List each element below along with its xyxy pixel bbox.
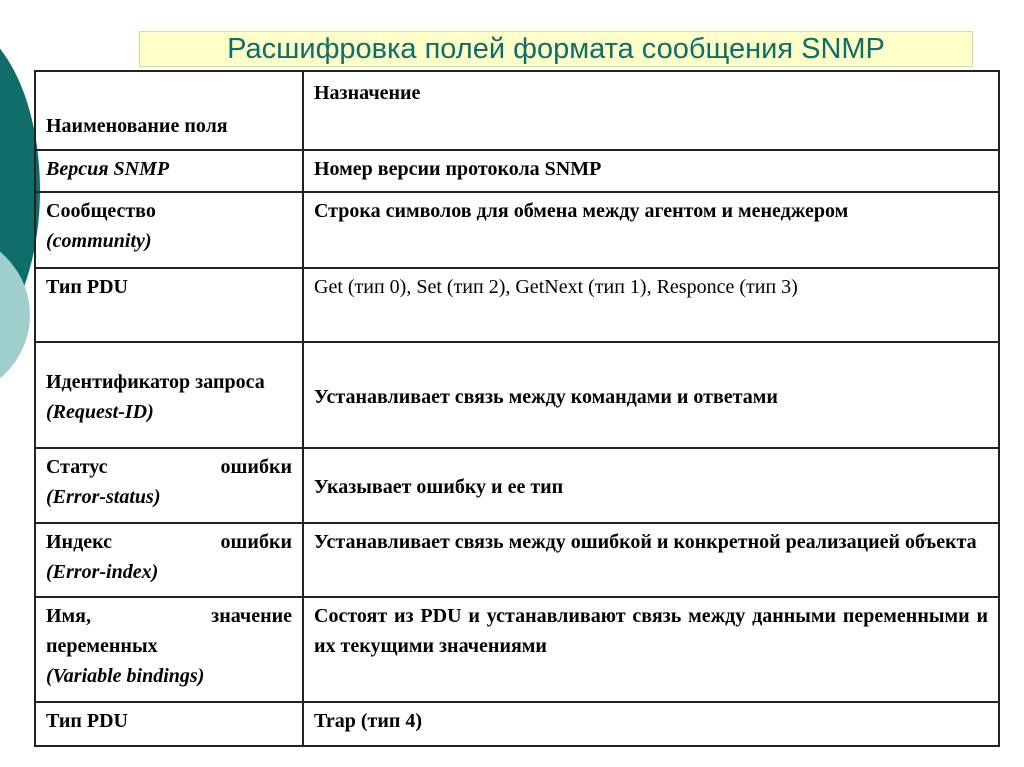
table-row — [35, 150, 999, 192]
slide-title: Расшифровка полей формата сообщения SNMP — [227, 32, 885, 65]
row-desc-cell — [303, 702, 999, 746]
row-desc-cell — [303, 523, 999, 597]
table-row — [35, 523, 999, 597]
snmp-fields-table — [34, 70, 1000, 747]
row-name-cell — [35, 523, 303, 597]
row-name: Статус ошибки — [46, 456, 292, 478]
row-name: Тип PDU — [46, 276, 128, 298]
row-name: Тип PDU — [46, 710, 128, 732]
row-name-en: (Request-ID) — [46, 400, 154, 423]
row-desc: Указывает ошибку и ее тип — [314, 476, 564, 498]
row-desc: Trap (тип 4) — [314, 710, 423, 732]
table-row — [35, 448, 999, 523]
row-desc: Устанавливает связь между ошибкой и конкретной реализацией объекта — [314, 531, 977, 553]
row-name-en: (Error-status) — [46, 486, 161, 508]
table-row — [35, 702, 999, 746]
row-name: Индекс ошибки — [46, 531, 292, 553]
row-desc-cell — [303, 268, 999, 342]
row-name: Сообщество — [46, 200, 156, 222]
row-desc: Устанавливает связь между командами и ответами — [314, 385, 778, 408]
header-field-name — [35, 71, 303, 150]
table-row — [35, 268, 999, 342]
table-header-row — [35, 71, 999, 150]
row-desc-cell — [303, 597, 999, 702]
row-desc-cell — [303, 192, 999, 268]
table-row — [35, 192, 999, 268]
row-name-cell — [35, 150, 303, 192]
row-name-en: (community) — [46, 230, 152, 252]
row-desc: Номер версии протокола SNMP — [314, 158, 602, 180]
row-name-cell — [35, 342, 303, 448]
row-name-cell — [35, 448, 303, 523]
header-field-name-text: Наименование поля — [46, 115, 228, 137]
row-desc: Строка символов для обмена между агентом и менеджером — [314, 200, 849, 222]
table-row — [35, 597, 999, 702]
row-name-cell — [35, 597, 303, 702]
row-desc-cell — [303, 448, 999, 523]
header-purpose — [303, 71, 999, 150]
row-desc: Состоят из PDU и устанавливают связь между данными переменными и их текущими значениями — [314, 605, 988, 657]
row-name: Идентификатор запроса — [46, 370, 265, 393]
row-desc-cell — [303, 342, 999, 448]
row-name-en: (Error-index) — [46, 561, 159, 583]
row-name-en: (Variable bindings) — [46, 665, 205, 687]
slide-title-box — [139, 31, 973, 67]
row-desc: Get (тип 0), Set (тип 2), GetNext (тип 1), Responce (тип 3) — [314, 276, 798, 298]
row-name-cell — [35, 702, 303, 746]
row-name-cell — [35, 268, 303, 342]
header-purpose-text: Назначение — [314, 82, 421, 104]
row-desc-cell — [303, 150, 999, 192]
table-row — [35, 342, 999, 448]
row-name: Версия SNMP — [46, 158, 170, 180]
row-name: Имя, значение переменных — [46, 605, 292, 657]
row-name-cell — [35, 192, 303, 268]
